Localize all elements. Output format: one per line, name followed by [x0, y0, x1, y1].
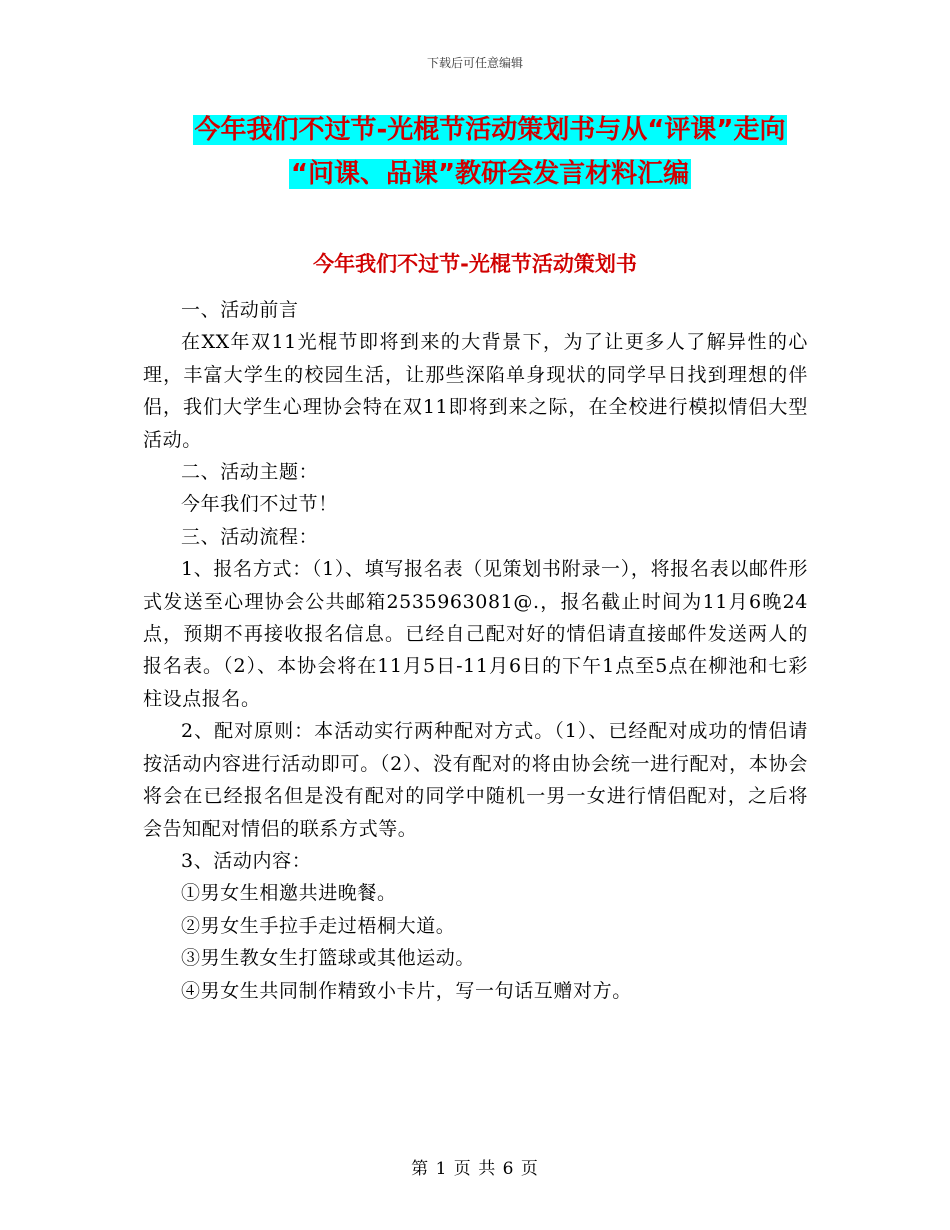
heading-process: 三、活动流程： [181, 525, 319, 548]
document-title [140, 108, 840, 196]
document-body [143, 294, 808, 1007]
heading-theme: 二、活动主题： [181, 461, 319, 484]
heading-preface: 一、活动前言 [181, 299, 299, 321]
document-title-line-1: 今年我们不过节-光棍节活动策划书与从“评课”走向 [194, 115, 786, 145]
paragraph-registration: 1、报名方式：（1）、填写报名表（见策划书附录一），将报名表以邮件形式发送至心理协会公共邮箱2535963081@.，报名截止时间为11月6晚24点，预期不再接收报名信息。已经自己配对好的情侣请直接邮件发送两人的报名表。（2）、本协会将在11月5日-11月6日的下午1点至5点在柳池和七彩柱设点报名。 [143, 558, 808, 710]
paragraph-matching: 2、配对原则：本活动实行两种配对方式。（1）、已经配对成功的情侣请按活动内容进行活动即可。（2）、没有配对的将由协会统一进行配对，本协会将会在已经报名但是没有配对的同学中随机一男一女进行情侣配对，之后将会告知配对情侣的联系方式等。 [143, 720, 808, 840]
paragraph-preface: 在XX年双11光棍节即将到来的大背景下，为了让更多人了解异性的心理，丰富大学生的校园生活，让那些深陷单身现状的同学早日找到理想的伴侣，我们大学生心理协会特在双11即将到来之际，在全校进行模拟情侣大型活动。 [143, 331, 808, 451]
page-footer: 第 1 页 共 6 页 [411, 1159, 539, 1179]
document-title-line-2: “问课、品课”教研会发言材料汇编 [290, 159, 690, 189]
list-item: ②男女生手拉手走过梧桐大道。 [181, 914, 456, 937]
list-item: ③男生教女生打篮球或其他运动。 [181, 947, 476, 970]
paragraph-theme: 今年我们不过节！ [181, 493, 338, 516]
page-header-note: 下载后可任意编辑 [426, 56, 523, 70]
list-item: ④男女生共同制作精致小卡片，写一句话互赠对方。 [181, 979, 632, 1002]
list-item: ①男女生相邀共进晚餐。 [181, 882, 397, 905]
heading-activity-content: 3、活动内容： [181, 849, 312, 872]
section-title: 今年我们不过节-光棍节活动策划书 [313, 252, 637, 276]
